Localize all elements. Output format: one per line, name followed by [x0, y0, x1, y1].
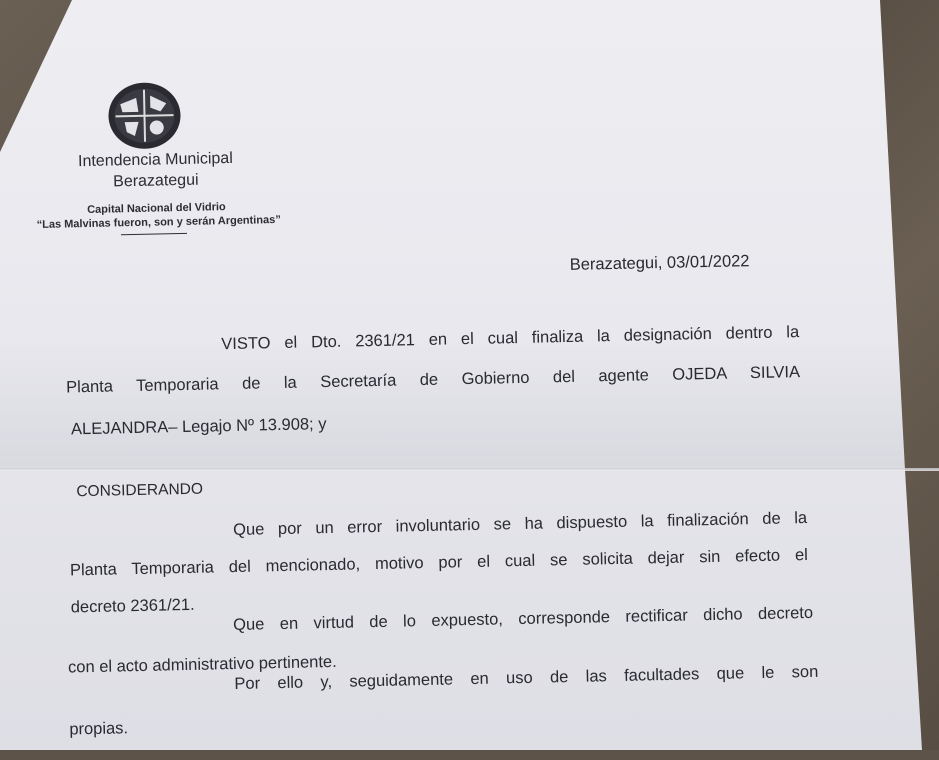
visto-line-3: ALEJANDRA– Legajo Nº 13.908; y — [70, 415, 327, 439]
considerando-p2-line-1: Que en virtud de lo expuesto, corresponde rectificar dicho decreto — [232, 603, 814, 635]
motto-line-2: “Las Malvinas fueron, son y serán Argentinas” — [36, 213, 281, 232]
motto-line-1: Capital Nacional del Vidrio — [87, 201, 226, 216]
considerando-heading: CONSIDERANDO — [76, 480, 204, 501]
considerando-p1-line-3: decreto 2361/21. — [70, 595, 195, 617]
municipal-seal-icon — [106, 81, 183, 151]
considerando-p3-line-1: Por ello y, seguidamente en uso de las facultades que le son — [234, 662, 819, 693]
considerando-p2-line-2: con el acto administrativo pertinente. — [67, 652, 337, 677]
header-underline — [121, 233, 187, 235]
date-line: Berazategui, 03/01/2022 — [569, 252, 750, 274]
visto-line-1: VISTO el Dto. 2361/21 en el cual finaliza la designación dentro la — [221, 323, 800, 354]
institution-name: Intendencia Municipal — [77, 149, 233, 171]
considerando-p3-line-2: propias. — [69, 719, 129, 739]
visto-line-2: Planta Temporaria de la Secretaría de Gobierno del agente OJEDA SILVIA — [65, 363, 801, 397]
institution-city: Berazategui — [112, 171, 199, 191]
considerando-p1-line-2: Planta Temporaria del mencionado, motivo por el cual se solicita dejar sin efecto el — [69, 545, 809, 580]
considerando-p1-line-1: Que por un error involuntario se ha dispuesto la finalización de la — [233, 508, 808, 539]
